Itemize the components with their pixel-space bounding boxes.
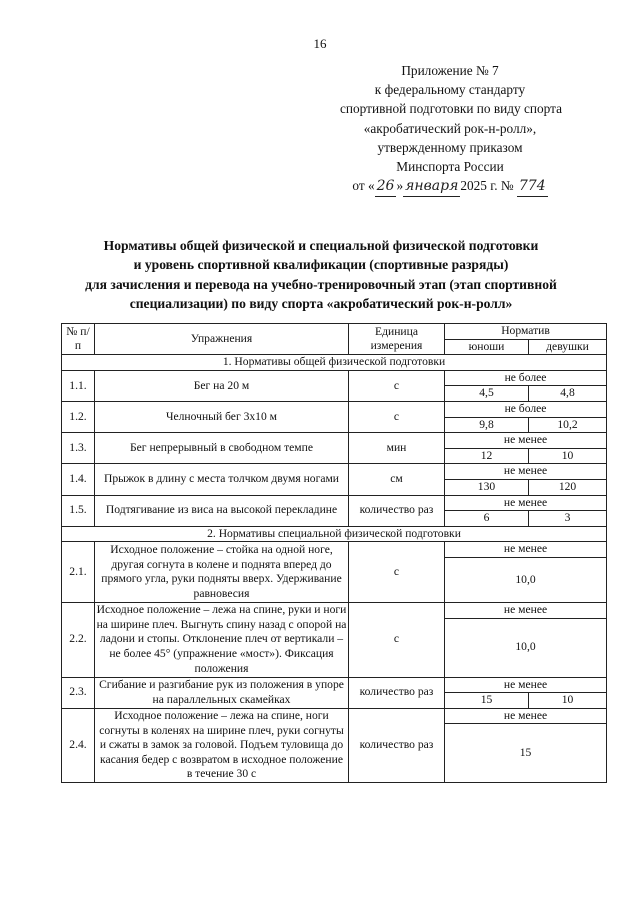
row-exercise: Прыжок в длину с места толчком двумя ногами	[95, 464, 349, 495]
header-boys: юноши	[445, 339, 529, 355]
row-unit: с	[349, 401, 445, 432]
heading-line: специализации) по виду спорта «акробатический рок-н-ролл»	[129, 295, 513, 311]
row-value-boys: 6	[445, 511, 529, 527]
row-unit: с	[349, 370, 445, 401]
row-num: 2.2.	[62, 602, 95, 677]
row-value-boys: 4,5	[445, 386, 529, 402]
row-value-girls: 10,2	[529, 417, 607, 433]
handwritten-month: января	[403, 177, 460, 197]
date-sep: »	[396, 178, 404, 194]
row-condition: не менее	[445, 464, 607, 480]
header-num: № п/п	[62, 324, 95, 355]
row-value: 10,0	[445, 557, 607, 602]
header-exercise: Упражнения	[95, 324, 349, 355]
row-unit: с	[349, 602, 445, 677]
order-date-line	[340, 176, 560, 197]
row-value-girls: 10	[529, 693, 607, 709]
appendix-line: Приложение № 7	[401, 63, 499, 78]
row-num: 1.1.	[62, 370, 95, 401]
appendix-line: Минспорта России	[396, 159, 504, 175]
row-value-girls: 120	[529, 479, 607, 495]
handwritten-order-number: 774	[517, 177, 548, 197]
norms-table	[61, 323, 607, 783]
row-exercise: Сгибание и разгибание рук из положения в упоре на параллельных скамейках	[95, 677, 349, 708]
appendix-line: утвержденному приказом	[377, 139, 523, 155]
row-num: 2.4.	[62, 708, 95, 783]
row-value-girls: 3	[529, 511, 607, 527]
row-value: 15	[445, 724, 607, 783]
row-unit: количество раз	[349, 495, 445, 526]
row-exercise: Подтягивание из виса на высокой перекладине	[95, 495, 349, 526]
row-value-girls: 4,8	[529, 386, 607, 402]
row-unit: количество раз	[349, 708, 445, 783]
row-condition: не менее	[445, 602, 607, 618]
document-heading	[60, 236, 582, 313]
appendix-line: спортивной подготовки по виду спорта	[340, 101, 562, 117]
row-exercise: Исходное положение – лежа на спине, руки и ноги на ширине плеч. Выгнуть спину назад с опорой на ладони и стопы. Отклонение плеч от вертикали – не более 45° (упражнение «мост»). Фиксация положения	[95, 602, 349, 677]
row-unit: количество раз	[349, 677, 445, 708]
header-girls: девушки	[529, 339, 607, 355]
heading-line: Нормативы общей физической и специальной физической подготовки	[103, 238, 539, 253]
row-num: 1.5.	[62, 495, 95, 526]
row-num: 1.4.	[62, 464, 95, 495]
page-number: 16	[313, 36, 327, 51]
handwritten-day: 26	[375, 177, 397, 197]
row-condition: не менее	[445, 433, 607, 449]
row-condition: не более	[445, 401, 607, 417]
row-exercise: Исходное положение – стойка на одной ноге, другая согнута в колене и поднята вперед до прямого угла, руки подняты вверх. Удерживание равновесия	[95, 542, 349, 603]
row-condition: не менее	[445, 677, 607, 693]
row-num: 1.3.	[62, 433, 95, 464]
row-value-boys: 9,8	[445, 417, 529, 433]
row-value-boys: 15	[445, 693, 529, 709]
row-condition: не более	[445, 370, 607, 386]
heading-line: для зачисления и перевода на учебно-тренировочный этап (этап спортивной	[85, 276, 557, 292]
row-value-boys: 130	[445, 479, 529, 495]
row-unit: с	[349, 542, 445, 603]
date-year: 2025 г. №	[460, 178, 514, 194]
appendix-block	[340, 61, 560, 197]
appendix-line: «акробатический рок-н-ролл»,	[363, 120, 537, 136]
section-title: 2. Нормативы специальной физической подготовки	[62, 526, 607, 542]
row-value-girls: 10	[529, 448, 607, 464]
row-exercise: Бег непрерывный в свободном темпе	[95, 433, 349, 464]
row-num: 2.1.	[62, 542, 95, 603]
header-unit: Единица измерения	[349, 324, 445, 355]
row-condition: не менее	[445, 542, 607, 558]
row-value: 10,0	[445, 618, 607, 677]
row-num: 2.3.	[62, 677, 95, 708]
row-exercise: Челночный бег 3х10 м	[95, 401, 349, 432]
row-condition: не менее	[445, 495, 607, 511]
row-exercise: Исходное положение – лежа на спине, ноги согнуты в коленях на ширине плеч, руки согнуты и сжаты в замок за головой. Подъем туловища до касания бедер с возвратом в исходное положение в течение 30 с	[95, 708, 349, 783]
section-title: 1. Нормативы общей физической подготовки	[62, 355, 607, 371]
header-norm: Норматив	[445, 324, 607, 340]
row-unit: мин	[349, 433, 445, 464]
row-condition: не менее	[445, 708, 607, 724]
row-num: 1.2.	[62, 401, 95, 432]
row-exercise: Бег на 20 м	[95, 370, 349, 401]
heading-line: и уровень спортивной квалификации (спортивные разряды)	[133, 257, 509, 273]
date-prefix: от «	[352, 178, 375, 194]
appendix-line: к федеральному стандарту	[374, 82, 526, 98]
row-value-boys: 12	[445, 448, 529, 464]
row-unit: см	[349, 464, 445, 495]
